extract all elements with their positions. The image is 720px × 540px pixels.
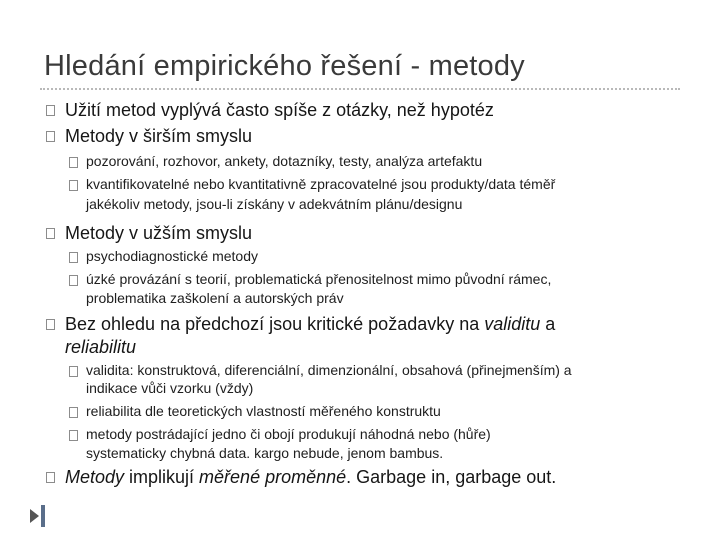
bullet-text-line2: reliabilitu — [65, 337, 137, 357]
bullet-text: Metody v užším smyslu — [65, 223, 253, 243]
sub-bullet-text-line1: kvantifikovatelné nebo kvantitativně zpracovatelné jsou produkty/data téměř — [86, 176, 556, 192]
bullet-text: Užití metod vyplývá často spíše z otázky, než hypotéz — [65, 100, 494, 120]
bullet-text-plain: implikují — [124, 467, 200, 487]
sub-bullet-text-line1: metody postrádající jedno či obojí produkují náhodná nebo (hůře) — [86, 426, 491, 442]
sub-bullet-box-icon — [69, 430, 78, 441]
sub-bullet-box-icon — [69, 180, 78, 191]
sub-bullet-box-icon — [69, 407, 78, 418]
sub-bullet-text: reliabilita dle teoretických vlastností měřeného konstruktu — [86, 403, 441, 419]
bullet-text-italic: validitu — [484, 314, 541, 334]
sub-bullet-text-line2: systematicky chybná data. kargo nebude, jenom bambus. — [86, 445, 444, 461]
bullet-text-italic: měřené proměnné — [199, 467, 347, 487]
sub-bullet-text-line2: indikace vůči vzorku (vždy) — [86, 380, 254, 396]
sub-bullet-text: psychodiagnostické metody — [86, 248, 258, 264]
bullet-box-icon — [46, 131, 55, 142]
sub-bullet-text-line2: problematika zaškolení a autorských práv — [86, 290, 344, 306]
bullet-text-plain: a — [540, 314, 556, 334]
bullet-text: Metody v širším smyslu — [65, 126, 253, 146]
sub-bullet-text-line1: úzké provázání s teorií, problematická přenositelnost mimo původní rámec, — [86, 271, 552, 287]
nav-bar-icon — [41, 505, 45, 527]
sub-bullet-box-icon — [69, 252, 78, 263]
play-arrow-icon — [30, 509, 39, 523]
sub-bullet-text-line2: jakékoliv metody, jsou-li získány v adekvátním plánu/designu — [86, 196, 463, 212]
sub-bullet-box-icon — [69, 275, 78, 286]
sub-bullet-box-icon — [69, 366, 78, 377]
bullet-box-icon — [46, 319, 55, 330]
sub-bullet-text-line1: validita: konstruktová, diferenciální, dimenzionální, obsahová (přinejmenším) a — [86, 362, 572, 378]
bullet-box-icon — [46, 228, 55, 239]
bullet-box-icon — [46, 472, 55, 483]
bullet-text-plain: . Garbage in, garbage out. — [346, 467, 557, 487]
bullet-text-line1 — [65, 313, 555, 335]
sub-bullet-box-icon — [69, 157, 78, 168]
bullet-text-plain: Bez ohledu na předchozí jsou kritické požadavky na — [65, 314, 485, 334]
bullet-box-icon — [46, 105, 55, 116]
sub-bullet-text: pozorování, rozhovor, ankety, dotazníky, testy, analýza artefaktu — [86, 153, 483, 169]
slide-title: Hledání empirického řešení - metody — [44, 50, 525, 82]
bullet-text-italic: Metody — [65, 467, 125, 487]
bullet-text — [65, 466, 556, 488]
